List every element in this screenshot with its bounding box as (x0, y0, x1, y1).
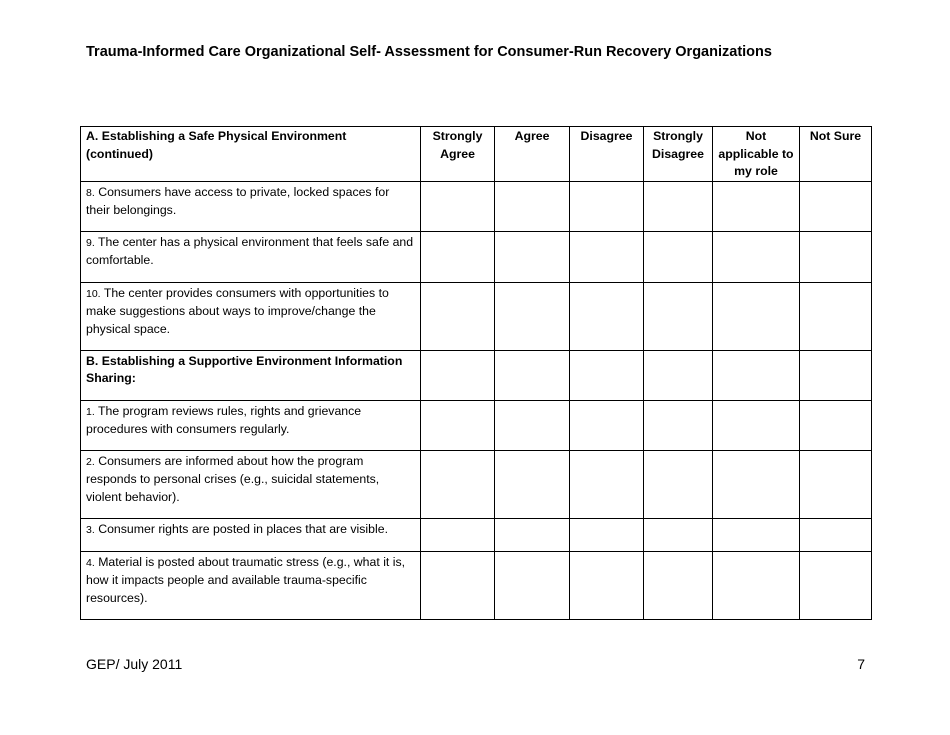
page-title: Trauma-Informed Care Organizational Self- Assessment for Consumer-Run Recovery Organizations (86, 44, 772, 60)
response-cell-not-applicable[interactable] (713, 551, 800, 619)
response-cell-not-sure[interactable] (800, 400, 872, 450)
column-header-agree: Agree (495, 127, 570, 182)
statement-text: Consumers are informed about how the program responds to personal crises (e.g., suicidal statements, violent behavior). (86, 453, 380, 504)
table-row (81, 450, 872, 518)
assessment-table (80, 126, 872, 620)
table-row (81, 400, 872, 450)
response-cell-disagree[interactable] (570, 181, 644, 231)
response-cell-not-sure[interactable] (800, 181, 872, 231)
response-cell-not-sure[interactable] (800, 518, 872, 551)
statement-text: The center provides consumers with opportunities to make suggestions about ways to improve/change the physical space. (86, 285, 389, 336)
response-cell-agree[interactable] (495, 181, 570, 231)
statement-cell (81, 231, 421, 282)
response-cell-strongly-agree[interactable] (421, 400, 495, 450)
response-cell-strongly-agree[interactable] (421, 551, 495, 619)
table-row (81, 551, 872, 619)
response-cell-disagree[interactable] (570, 400, 644, 450)
column-header-strongly-disagree: Strongly Disagree (644, 127, 713, 182)
response-cell-not-applicable[interactable] (713, 450, 800, 518)
response-cell-not-sure[interactable] (800, 282, 872, 350)
response-cell-strongly-disagree[interactable] (644, 282, 713, 350)
response-cell-strongly-agree[interactable] (421, 231, 495, 282)
statement-text: Consumers have access to private, locked spaces for their belongings. (86, 184, 390, 217)
column-header-strongly-agree: Strongly Agree (421, 127, 495, 182)
response-cell-strongly-disagree[interactable] (644, 518, 713, 551)
table-row (81, 181, 872, 231)
table-row (81, 282, 872, 350)
response-cell-agree[interactable] (495, 400, 570, 450)
statement-text: The program reviews rules, rights and grievance procedures with consumers regularly. (86, 403, 362, 436)
section-a-header: A. Establishing a Safe Physical Environment (continued) (81, 127, 421, 182)
response-cell-strongly-disagree[interactable] (644, 231, 713, 282)
section-row (81, 350, 872, 400)
response-cell-not-sure[interactable] (800, 450, 872, 518)
item-number: 8. (86, 186, 95, 199)
response-cell-strongly-agree[interactable] (421, 181, 495, 231)
item-number: 4. (86, 556, 95, 569)
response-cell-disagree[interactable] (570, 231, 644, 282)
response-cell-not-sure[interactable] (800, 231, 872, 282)
response-cell-not-applicable[interactable] (713, 181, 800, 231)
item-number: 3. (86, 523, 95, 536)
response-cell-not-applicable[interactable] (713, 400, 800, 450)
table-row (81, 518, 872, 551)
response-cell-disagree[interactable] (570, 282, 644, 350)
response-cell-strongly-disagree[interactable] (644, 551, 713, 619)
response-cell-strongly-agree (421, 350, 495, 400)
table-header-row (81, 127, 872, 182)
response-cell-agree[interactable] (495, 518, 570, 551)
item-number: 1. (86, 405, 95, 418)
response-cell-not-applicable (713, 350, 800, 400)
response-cell-disagree[interactable] (570, 551, 644, 619)
response-cell-disagree (570, 350, 644, 400)
statement-cell (81, 282, 421, 350)
statement-cell (81, 181, 421, 231)
response-cell-not-applicable[interactable] (713, 282, 800, 350)
response-cell-agree[interactable] (495, 282, 570, 350)
response-cell-strongly-agree[interactable] (421, 282, 495, 350)
response-cell-agree[interactable] (495, 231, 570, 282)
item-number: 10. (86, 287, 101, 300)
item-number: 9. (86, 236, 95, 249)
statement-cell (81, 400, 421, 450)
column-header-disagree: Disagree (570, 127, 644, 182)
statement-cell (81, 518, 421, 551)
response-cell-not-sure[interactable] (800, 551, 872, 619)
response-cell-agree[interactable] (495, 450, 570, 518)
page-number: 7 (857, 656, 865, 672)
response-cell-strongly-agree[interactable] (421, 518, 495, 551)
response-cell-not-sure (800, 350, 872, 400)
section-b-header: B. Establishing a Supportive Environment Information Sharing: (81, 350, 421, 400)
response-cell-agree (495, 350, 570, 400)
response-cell-strongly-disagree[interactable] (644, 181, 713, 231)
response-cell-not-applicable[interactable] (713, 518, 800, 551)
column-header-not-applicable: Not applicable to my role (713, 127, 800, 182)
statement-text: Material is posted about traumatic stress (e.g., what it is, how it impacts people and available trauma-specific resources). (86, 554, 406, 605)
statement-cell (81, 551, 421, 619)
statement-text: The center has a physical environment that feels safe and comfortable. (86, 234, 414, 267)
response-cell-agree[interactable] (495, 551, 570, 619)
response-cell-strongly-disagree (644, 350, 713, 400)
table-row (81, 231, 872, 282)
statement-text: Consumer rights are posted in places that are visible. (98, 521, 388, 536)
response-cell-strongly-disagree[interactable] (644, 450, 713, 518)
response-cell-disagree[interactable] (570, 518, 644, 551)
column-header-not-sure: Not Sure (800, 127, 872, 182)
footer-date: GEP/ July 2011 (86, 656, 183, 672)
response-cell-disagree[interactable] (570, 450, 644, 518)
statement-cell (81, 450, 421, 518)
response-cell-strongly-agree[interactable] (421, 450, 495, 518)
response-cell-strongly-disagree[interactable] (644, 400, 713, 450)
item-number: 2. (86, 455, 95, 468)
response-cell-not-applicable[interactable] (713, 231, 800, 282)
